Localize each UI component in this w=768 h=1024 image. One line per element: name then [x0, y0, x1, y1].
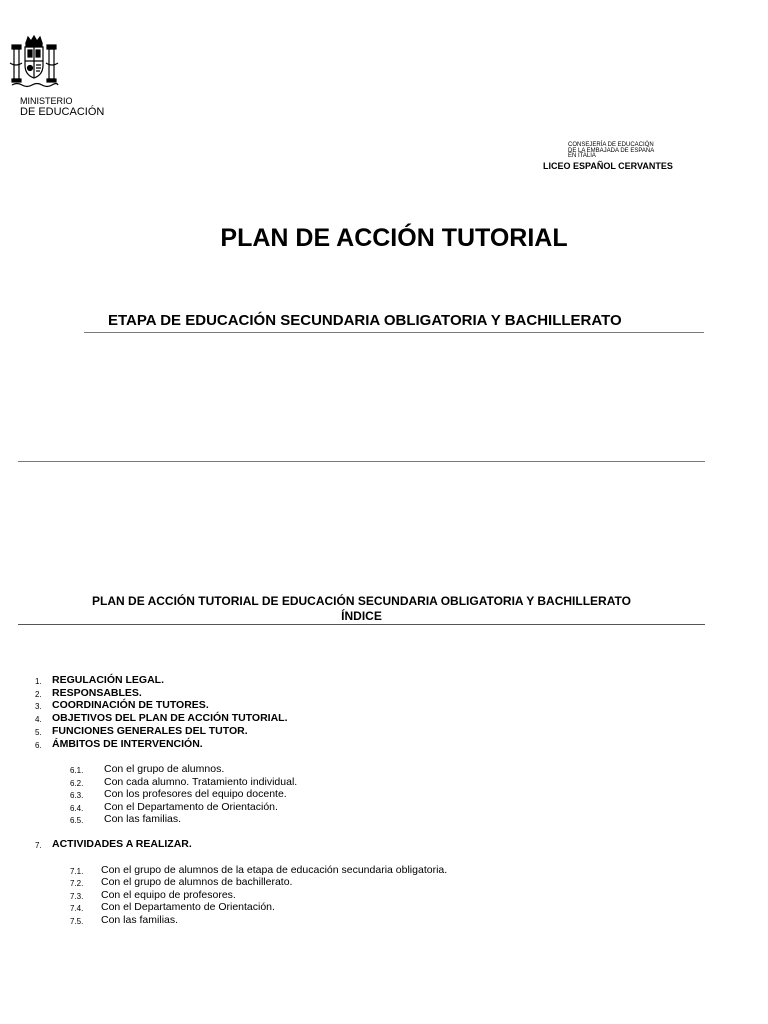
index-item-label: REGULACIÓN LEGAL. [52, 674, 164, 686]
index-item-label: FUNCIONES GENERALES DEL TUTOR. [52, 725, 248, 737]
school-name: LICEO ESPAÑOL CERVANTES [543, 161, 673, 171]
index-subitem-number: 6.3. [70, 791, 84, 800]
index-item-number: 5. [35, 728, 42, 737]
consejeria-label [568, 143, 654, 160]
index-item-label: ÁMBITOS DE INTERVENCIÓN. [52, 738, 203, 750]
index-item-number: 7. [35, 841, 42, 850]
consejeria-line: EN ITALIA [568, 153, 596, 159]
index-subitem-number: 6.1. [70, 766, 84, 775]
index-subitem-label: Con las familias. [104, 813, 182, 825]
ministry-line-2: DE EDUCACIÓN [20, 106, 105, 118]
index-subitem-label: Con el grupo de alumnos de bachillerato. [101, 876, 293, 888]
divider [18, 624, 705, 625]
index-item-number: 1. [35, 677, 42, 686]
document-title: PLAN DE ACCIÓN TUTORIAL [220, 224, 568, 252]
index-subitem-number: 7.1. [70, 867, 84, 876]
divider [18, 461, 705, 462]
consejeria-line: CONSEJERÍA DE EDUCACIÓN [568, 142, 654, 148]
index-subitem-label: Con el equipo de profesores. [101, 889, 236, 901]
coat-of-arms-emblem [8, 33, 60, 89]
index-subitem-number: 6.4. [70, 804, 84, 813]
index-subitem-label: Con el grupo de alumnos. [104, 763, 225, 775]
index-subitem-label: Con el Departamento de Orientación. [101, 901, 275, 913]
index-subitem-label: Con los profesores del equipo docente. [104, 788, 287, 800]
index-item-label: ACTIVIDADES A REALIZAR. [52, 838, 192, 850]
index-subitem-number: 7.4. [70, 904, 84, 913]
index-heading-line-1: PLAN DE ACCIÓN TUTORIAL DE EDUCACIÓN SECUNDARIA OBLIGATORIA Y BACHILLERATO [92, 594, 631, 608]
ministry-line-1: MINISTERIO [20, 96, 73, 106]
index-item-label: COORDINACIÓN DE TUTORES. [52, 699, 209, 711]
index-subitem-label: Con el grupo de alumnos de la etapa de educación secundaria obligatoria. [101, 864, 448, 876]
ministry-label [20, 96, 104, 118]
index-subitem-label: Con cada alumno. Tratamiento individual. [104, 776, 298, 788]
divider [84, 332, 704, 333]
index-subitem-label: Con el Departamento de Orientación. [104, 801, 278, 813]
stage-title: ETAPA DE EDUCACIÓN SECUNDARIA OBLIGATORIA Y BACHILLERATO [108, 312, 622, 329]
index-item-label: RESPONSABLES. [52, 687, 142, 699]
index-subitem-number: 7.2. [70, 879, 84, 888]
index-subitem-number: 7.5. [70, 917, 84, 926]
index-subitem-number: 6.2. [70, 779, 84, 788]
index-item-number: 2. [35, 690, 42, 699]
index-item-label: OBJETIVOS DEL PLAN DE ACCIÓN TUTORIAL. [52, 712, 288, 724]
index-heading-line-2: ÍNDICE [341, 609, 382, 623]
index-heading [18, 594, 705, 624]
index-item-number: 3. [35, 702, 42, 711]
index-item-number: 4. [35, 715, 42, 724]
consejeria-line: DE LA EMBAJADA DE ESPAÑA [568, 147, 655, 154]
index-subitem-number: 7.3. [70, 892, 84, 901]
index-subitem-label: Con las familias. [101, 914, 179, 926]
index-item-number: 6. [35, 741, 42, 750]
index-subitem-number: 6.5. [70, 816, 84, 825]
